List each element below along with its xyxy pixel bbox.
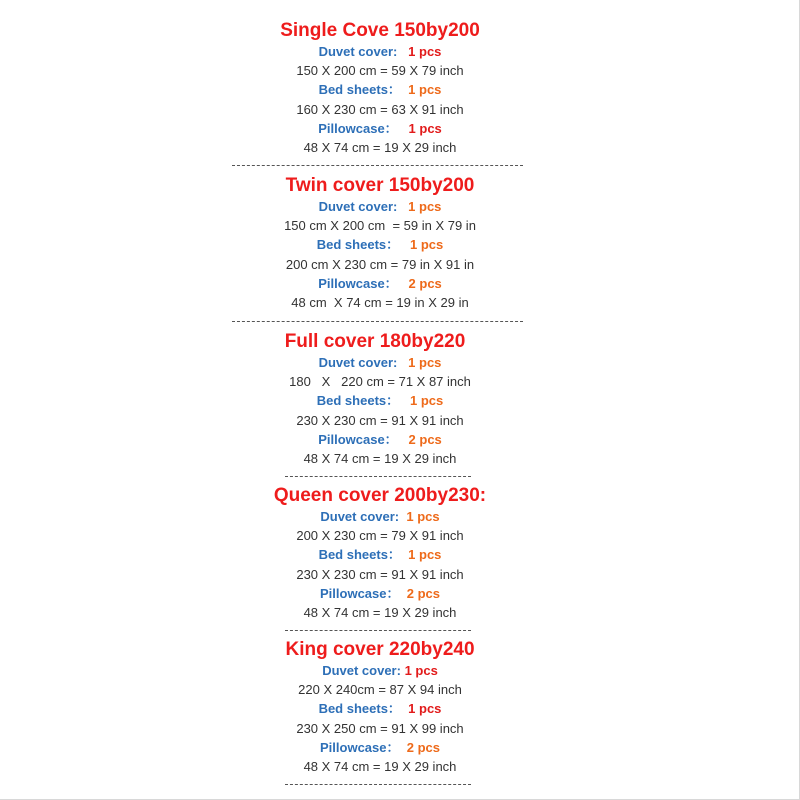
pillowcase-row xyxy=(0,738,760,757)
section-divider xyxy=(232,321,523,322)
spacer xyxy=(398,121,409,136)
item-label: Bed sheets： xyxy=(318,701,401,717)
dimension-text: 48 X 74 cm = 19 X 29 inch xyxy=(303,604,457,620)
item-quantity: 2 pcs xyxy=(406,585,440,601)
size-section-king xyxy=(0,639,760,776)
dimension-text: 220 X 240cm = 87 X 94 inch xyxy=(298,682,462,698)
spacer xyxy=(397,355,408,370)
spacer xyxy=(397,199,408,214)
spacer xyxy=(398,276,409,291)
item-label: Pillowcase： xyxy=(320,585,400,601)
dimension-text: 150 X 200 cm = 59 X 79 inch xyxy=(296,63,464,79)
dimension-text: 230 X 250 cm = 91 X 99 inch xyxy=(296,720,464,736)
item-label: Bed sheets： xyxy=(316,393,400,409)
duvet-cover-row xyxy=(0,197,760,216)
item-label: Bed sheets： xyxy=(318,82,401,98)
item-quantity: 1 pcs xyxy=(408,120,442,136)
item-label: Pillowcase： xyxy=(318,120,398,136)
item-label: Duvet cover: xyxy=(318,44,398,59)
duvet-cover-row xyxy=(0,353,760,372)
section-title: Single Cove 150by200 xyxy=(280,20,480,41)
item-quantity: 2 pcs xyxy=(408,431,442,447)
dimension-text: 160 X 230 cm = 63 X 91 inch xyxy=(296,101,464,117)
item-label: Pillowcase： xyxy=(320,739,400,755)
item-label: Bed sheets： xyxy=(318,547,401,563)
bed-sheets-row xyxy=(0,545,760,564)
item-quantity: 1 pcs xyxy=(404,663,438,678)
item-quantity: 1 pcs xyxy=(406,509,440,524)
duvet-cover-row xyxy=(0,507,760,526)
dimension-text: 48 X 74 cm = 19 X 29 inch xyxy=(303,450,457,466)
size-section-twin xyxy=(0,175,760,312)
item-label: Pillowcase： xyxy=(318,431,398,447)
dimension-text: 200 cm X 230 cm = 79 in X 91 in xyxy=(285,256,475,272)
dimension-text: 230 X 230 cm = 91 X 91 inch xyxy=(296,566,464,582)
section-divider xyxy=(285,784,471,785)
pillowcase-row xyxy=(0,274,760,293)
pillowcase-row xyxy=(0,584,760,603)
dimension-text: 48 cm X 74 cm = 19 in X 29 in xyxy=(291,294,469,310)
dimension-text: 230 X 230 cm = 91 X 91 inch xyxy=(296,412,464,428)
item-quantity: 1 pcs xyxy=(409,237,444,253)
spacer xyxy=(399,237,410,252)
bed-sheets-row xyxy=(0,80,760,99)
item-quantity: 2 pcs xyxy=(408,275,442,291)
section-divider xyxy=(285,476,471,477)
bed-sheets-row xyxy=(0,699,760,718)
section-divider xyxy=(285,630,471,631)
section-divider xyxy=(232,165,523,166)
spacer xyxy=(397,44,408,59)
item-quantity: 1 pcs xyxy=(408,355,442,370)
section-title: Twin cover 150by200 xyxy=(285,175,475,196)
bed-sheets-row xyxy=(0,391,760,410)
item-quantity: 1 pcs xyxy=(408,44,442,59)
dimension-text: 180 X 220 cm = 71 X 87 inch xyxy=(289,374,471,390)
item-label: Duvet cover: xyxy=(322,663,401,678)
section-title: Full cover 180by220 xyxy=(284,331,466,352)
spacer xyxy=(398,432,409,447)
duvet-cover-row xyxy=(0,42,760,61)
bed-sheets-row xyxy=(0,235,760,254)
size-section-queen xyxy=(0,485,760,622)
item-label: Duvet cover: xyxy=(318,355,398,370)
item-label: Duvet cover: xyxy=(318,199,398,214)
item-label: Duvet cover: xyxy=(320,509,400,524)
dimension-text: 48 X 74 cm = 19 X 29 inch xyxy=(303,758,457,774)
size-section-full xyxy=(0,331,760,468)
dimension-text: 150 cm X 200 cm = 59 in X 79 in xyxy=(284,218,476,234)
section-title: King cover 220by240 xyxy=(285,639,475,660)
dimension-text: 200 X 230 cm = 79 X 91 inch xyxy=(296,528,464,544)
item-quantity: 1 pcs xyxy=(409,393,444,409)
item-quantity: 1 pcs xyxy=(408,547,442,563)
section-title: Queen cover 200by230: xyxy=(273,485,487,506)
item-quantity: 1 pcs xyxy=(408,701,442,717)
spacer xyxy=(400,740,407,755)
duvet-cover-row xyxy=(0,661,760,680)
item-label: Bed sheets： xyxy=(316,237,400,253)
size-section-single xyxy=(0,20,760,157)
pillowcase-row xyxy=(0,119,760,138)
spacer xyxy=(400,586,407,601)
item-quantity: 2 pcs xyxy=(406,739,440,755)
item-quantity: 1 pcs xyxy=(408,199,442,214)
spacer xyxy=(399,393,410,408)
dimension-text: 48 X 74 cm = 19 X 29 inch xyxy=(303,139,457,155)
item-quantity: 1 pcs xyxy=(408,82,442,98)
pillowcase-row xyxy=(0,430,760,449)
item-label: Pillowcase： xyxy=(318,275,398,291)
